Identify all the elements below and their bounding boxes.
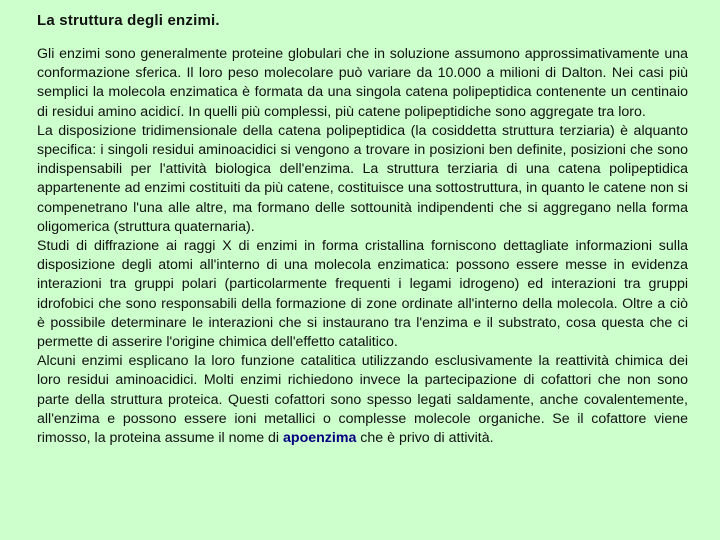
paragraph-tertiary-structure: La disposizione tridimensionale della catena polipeptidica (la cosiddetta struttura terziaria) è alquanto specifica: i singoli residui aminoacidici si vengono a trovare in posizioni ben definite, posizioni che sono indispensabili per l'attività biologica dell'enzima. La struttura terziaria di una catena polipeptidica appartenente ad enzimi costituiti da più catene, costituisce una sottostruttura, in quanto le catene non si compenetrano l'una alle altre, ma formano delle sottounità indipendenti che si aggregano nella forma oligomerica (struttura quaternaria). bbox=[37, 122, 688, 235]
paragraph-protein-structure: Gli enzimi sono generalmente proteine globulari che in soluzione assumono approssimativamente una conformazione sferica. Il loro peso molecolare può variare da 10.000 a milioni di Dalton. Nei casi più semplici la molecola enzimatica è formata da una singola catena polipeptidica contenente un centinaio di residui amino acidicí. In quelli più complessi, più catene polipeptidiche sono aggregate tra loro. bbox=[37, 46, 688, 120]
slide-title: La struttura degli enzimi. bbox=[37, 12, 220, 29]
paragraph-cofactors-text: Alcuni enzimi esplicano la loro funzione catalitica utilizzando esclusivamente la reattività chimica dei loro residui aminoacidici. Molti enzimi richiedono invece la partecipazione di cofattori che non sono parte della struttura proteica. Questi cofattori sono spesso legati saldamente, anche covalentemente, all'enzima e possono essere ioni metallici o complesse molecole organiche. Se il cofattore viene rimosso, la proteina assume il nome di bbox=[37, 353, 688, 447]
paragraph-x-ray-diffraction: Studi di diffrazione ai raggi X di enzimi in forma cristallina forniscono dettagliate informazioni sulla disposizione degli atomi all'interno di una molecola enzimatica: possono essere messe in evidenza interazioni tra gruppi polari (particolarmente frequenti i legami idrogeno) ed interazioni tra gruppi idrofobici che sono responsabili della formazione di zone ordinate all'interno della molecola. Oltre a ciò è possibile determinare le interazioni che si instaurano tra l'enzima e il substrato, cosa questa che ci permette di asserire l'origine chimica dell'effetto catalitico. bbox=[37, 238, 688, 351]
apoenzima-term: apoenzima bbox=[283, 430, 357, 447]
slide-body bbox=[37, 45, 688, 448]
paragraph-cofactors bbox=[37, 352, 688, 448]
paragraph-cofactors-end: che è privo di attività. bbox=[356, 430, 494, 447]
